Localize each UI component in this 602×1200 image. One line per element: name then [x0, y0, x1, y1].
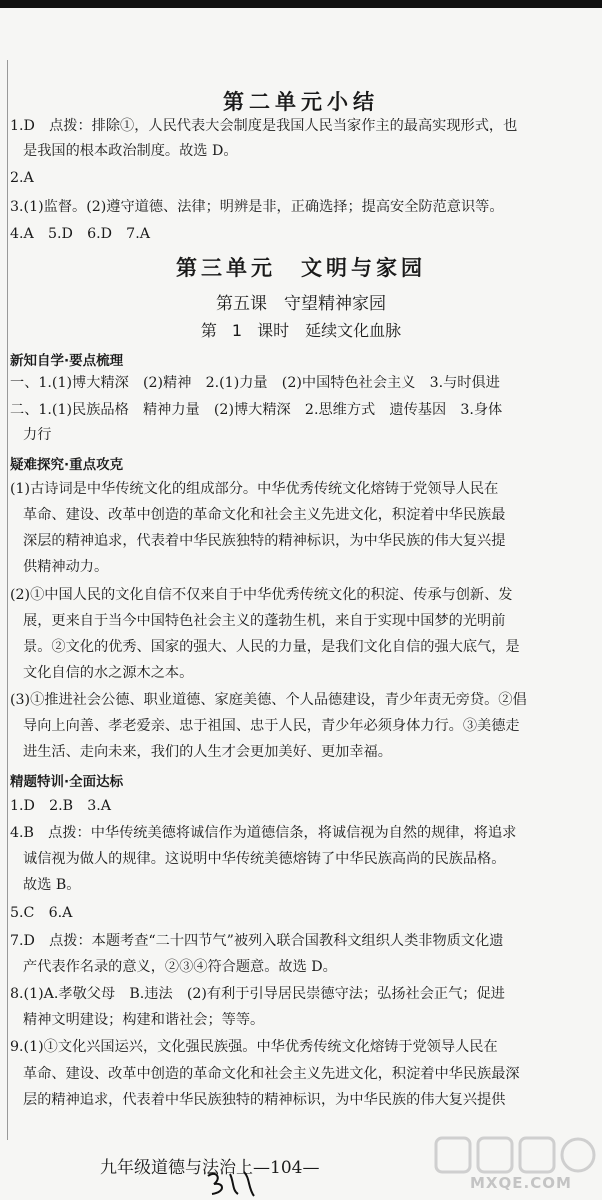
answer-line: 1.D 2.B 3.A — [10, 798, 112, 814]
top-border-bar — [0, 0, 602, 8]
answer-line: (3)①推进社会公德、职业道德、家庭美德、个人品德建设，青少年责无旁贷。②倡 — [10, 692, 527, 708]
left-margin-rule — [7, 60, 8, 1140]
answer-line: 一、1.(1)博大精深 (2)精神 2.(1)力量 (2)中国特色社会主义 3.与时俱进 — [10, 375, 500, 391]
answer-line: 产代表作名录的意义，②③④符合题意。故选 D。 — [23, 959, 337, 975]
unit3-title: 第三单元 文明与家园 — [176, 255, 426, 280]
answer-line: 4.A 5.D 6.D 7.A — [10, 226, 150, 242]
answer-line: 5.C 6.A — [10, 905, 73, 921]
answer-line: 层的精神追求，代表着中华民族独特的精神标识，为中华民族的伟大复兴提供 — [23, 1092, 506, 1108]
answer-line: 革命、建设、改革中创造的革命文化和社会主义先进文化，积淀着中华民族最深 — [23, 1066, 520, 1082]
answer-line: 导向上向善、孝老爱亲、忠于祖国、忠于人民，青少年必须身体力行。③美德走 — [23, 718, 520, 734]
section-heading-jingti: 精题特训·全面达标 — [10, 774, 124, 790]
answer-line: 2.A — [10, 170, 34, 186]
answer-line: 故选 B。 — [23, 877, 81, 893]
period-title: 第 1 课时 延续文化血脉 — [200, 321, 402, 340]
answer-line: 革命、建设、改革中创造的革命文化和社会主义先进文化，积淀着中华民族最 — [23, 507, 506, 523]
unit2-summary-title: 第二单元小结 — [223, 89, 379, 114]
answer-line: 8.(1)A.孝敬父母 B.违法 (2)有利于引导居民崇德守法；弘扬社会正气；促进 — [10, 986, 505, 1002]
answer-line: 是我国的根本政治制度。故选 D。 — [23, 143, 238, 159]
answer-line: 1.D 点拨：排除①，人民代表大会制度是我国人民当家作主的最高实现形式，也 — [10, 118, 518, 134]
lesson-title: 第五课 守望精神家园 — [216, 294, 386, 314]
answer-line: (1)古诗词是中华传统文化的组成部分。中华优秀传统文化熔铸于党领导人民在 — [10, 481, 499, 497]
answer-line: 进生活、走向未来，我们的人生才会更加美好、更加幸福。 — [23, 744, 392, 760]
answer-line: 精神文明建设；构建和谐社会；等等。 — [23, 1012, 265, 1028]
watermark-text: MXQE.COM — [470, 1174, 572, 1192]
answer-line: 文化自信的水之源木之本。 — [23, 665, 194, 681]
answer-line: 3.(1)监督。(2)遵守道德、法律；明辨是非，正确选择；提高安全防范意识等。 — [10, 199, 504, 215]
answer-line: 力行 — [23, 427, 52, 443]
answer-line: (2)①中国人民的文化自信不仅来自于中华优秀传统文化的积淀、传承与创新、发 — [10, 587, 513, 603]
answer-line: 诚信视为做人的规律。这说明中华传统美德熔铸了中华民族高尚的民族品格。 — [23, 851, 506, 867]
answer-line: 供精神动力。 — [23, 559, 109, 575]
answer-line: 展，更来自于当今中国特色社会主义的蓬勃生机，来自于实现中国梦的光明前 — [23, 613, 506, 629]
section-heading-xinzhi: 新知自学·要点梳理 — [10, 353, 124, 369]
handwritten-scribble-icon — [204, 1168, 264, 1200]
answer-line: 9.(1)①文化兴国运兴，文化强民族强。中华优秀传统文化熔铸于党领导人民在 — [10, 1039, 498, 1055]
answer-line: 景。②文化的优秀、国家的强大、人民的力量，是我们文化自信的强大底气，是 — [23, 639, 520, 655]
answer-line: 4.B 点拨：中华传统美德将诚信作为道德信条，将诚信视为自然的规律，将追求 — [10, 825, 517, 841]
answer-line: 二、1.(1)民族品格 精神力量 (2)博大精深 2.思维方式 遗传基因 3.身体 — [10, 402, 503, 418]
section-heading-yinan: 疑难探究·重点攻克 — [10, 457, 124, 473]
answer-line: 7.D 点拨：本题考查“二十四节气”被列入联合国教科文组织人类非物质文化遗 — [10, 933, 504, 949]
page-footer: 九年级道德与法治上—104— — [100, 1158, 320, 1178]
answer-line: 深层的精神追求，代表着中华民族独特的精神标识，为中华民族的伟大复兴提 — [23, 533, 506, 549]
